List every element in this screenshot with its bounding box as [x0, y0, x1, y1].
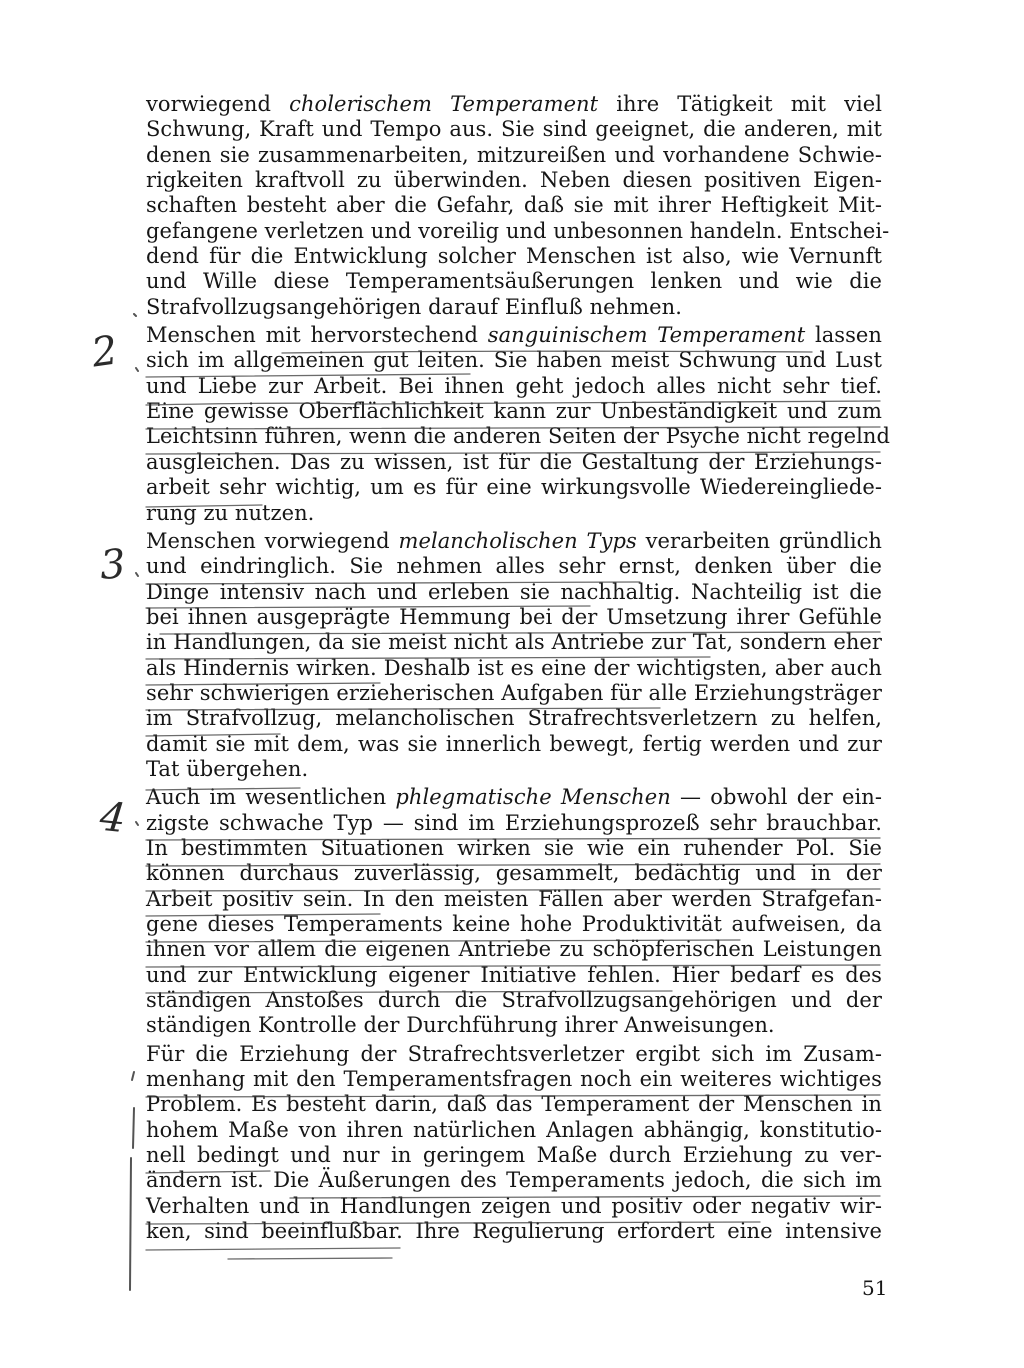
text-line: menhang mit den Temperamentsfragen noch ein weiteres wichtiges: [146, 1067, 882, 1092]
text-line: ihnen vor allem die eigenen Antriebe zu schöpferischen Leistungen: [146, 937, 882, 962]
handwritten-mark-3: 3: [98, 541, 128, 589]
paragraph-p5: [146, 1042, 882, 1245]
margin-stroke: [133, 1108, 134, 1148]
margin-dot: [136, 368, 138, 371]
paragraph-p1: [146, 92, 890, 320]
text-line: schaften besteht aber die Gefahr, daß sie mit ihrer Heftigkeit Mit-: [146, 193, 882, 218]
text-line: Für die Erziehung der Strafrechtsverletzer ergibt sich im Zusam-: [146, 1041, 882, 1066]
paragraph-p2: [146, 323, 890, 526]
margin-stroke: [132, 1072, 134, 1080]
margin-stroke: [130, 1158, 131, 1290]
text-line: und Liebe zur Arbeit. Bei ihnen geht jedoch alles nicht sehr tief.: [146, 373, 882, 398]
text-line: Tat übergehen.: [146, 756, 309, 781]
text-line: In bestimmten Situationen wirken sie wie ein ruhender Pol. Sie: [146, 835, 882, 860]
paragraph-p3: [146, 529, 882, 782]
text-line: können durchaus zuverlässig, gesammelt, bedächtig und in der: [146, 861, 882, 886]
text-line: zigste schwache Typ — sind im Erziehungsprozeß sehr brauchbar.: [146, 810, 882, 835]
text-line: gefangene verletzen und voreilig und unbesonnen handeln. Entschei-: [146, 218, 890, 243]
text-line: Problem. Es besteht darin, daß das Temperament der Menschen in: [146, 1092, 882, 1117]
text-line: Auch im wesentlichen phlegmatische Menschen — obwohl der ein-: [146, 785, 882, 810]
text-line: Eine gewisse Oberflächlichkeit kann zur Unbeständigkeit und zum: [146, 399, 882, 424]
text-line: sehr schwierigen erzieherischen Aufgaben für alle Erziehungsträger: [146, 680, 882, 705]
text-line: und Wille diese Temperamentsäußerungen lenken und wie die: [146, 269, 882, 294]
text-line: und zur Entwicklung eigener Initiative fehlen. Hier bedarf es des: [146, 962, 882, 987]
text-line: vorwiegend cholerischem Temperament ihre Tätigkeit mit viel: [146, 92, 882, 116]
italic-term: cholerischem Temperament: [289, 92, 599, 116]
page-number: 51: [862, 1276, 888, 1300]
text-line: gene dieses Temperaments keine hohe Produktivität aufweisen, da: [146, 912, 882, 936]
italic-term: sanguinischem Temperament: [487, 323, 806, 348]
body-text: [146, 92, 890, 1244]
pencil-underline: [146, 1248, 400, 1250]
text-line: im Strafvollzug, melancholischen Strafrechtsverletzern zu helfen,: [146, 706, 882, 731]
text-line: sich im allgemeinen gut leiten. Sie haben meist Schwung und Lust: [146, 348, 882, 373]
text-line: nell bedingt und nur in geringem Maße durch Erziehung zu ver-: [146, 1143, 882, 1168]
text-line: Menschen mit hervorstechend sanguinischem Temperament lassen: [146, 323, 882, 348]
text-line: in Handlungen, da sie meist nicht als Antriebe zur Tat, sondern eher: [146, 630, 882, 655]
text-line: Schwung, Kraft und Tempo aus. Sie sind geeignet, die anderen, mit: [146, 117, 882, 142]
text-line: dend für die Entwicklung solcher Menschen ist also, wie Vernunft: [146, 244, 882, 269]
text-line: als Hindernis wirken. Deshalb ist es eine der wichtigsten, aber auch: [146, 655, 882, 680]
italic-term: phlegmatische Menschen: [395, 785, 671, 810]
text-line: arbeit sehr wichtig, um es für eine wirkungsvolle Wiedereingliede-: [146, 475, 882, 500]
text-line: damit sie mit dem, was sie innerlich bewegt, fertig werden und zur: [146, 731, 882, 756]
italic-term: melancholischen Typs: [398, 528, 637, 553]
text-line: Arbeit positiv sein. In den meisten Fällen aber werden Strafgefan-: [146, 886, 882, 911]
text-line: ständigen Kontrolle der Durchführung ihrer Anweisungen.: [146, 1013, 775, 1038]
text-line: Strafvollzugsangehörigen darauf Einfluß nehmen.: [146, 294, 682, 319]
text-line: Verhalten und in Handlungen zeigen und positiv oder negativ wir-: [146, 1193, 882, 1218]
text-line: und eindringlich. Sie nehmen alles sehr ernst, denken über die: [146, 554, 882, 579]
text-line: Leichtsinn führen, wenn die anderen Seiten der Psyche nicht regelnd: [146, 424, 890, 449]
text-line: rigkeiten kraftvoll zu überwinden. Neben diesen positiven Eigen-: [146, 168, 882, 193]
handwritten-mark-4: 4: [97, 793, 128, 843]
handwritten-mark-2: 2: [88, 327, 121, 377]
margin-dot: [136, 822, 138, 825]
text-line: hohem Maße von ihren natürlichen Anlagen abhängig, konstitutio-: [146, 1117, 882, 1142]
text-line: ken, sind beeinflußbar. Ihre Regulierung erfordert eine intensive: [146, 1219, 882, 1244]
text-line: Dinge intensiv nach und erleben sie nachhaltig. Nachteilig ist die: [146, 579, 882, 604]
text-line: bei ihnen ausgeprägte Hemmung bei der Umsetzung ihrer Gefühle: [146, 604, 882, 629]
text-line: rung zu nutzen.: [146, 500, 315, 525]
margin-dot: [134, 314, 136, 316]
text-line: Menschen vorwiegend melancholischen Typs verarbeiten gründlich: [146, 528, 883, 553]
paragraph-p4: [146, 785, 882, 1038]
pencil-underline: [228, 1258, 392, 1259]
text-line: ändern ist. Die Äußerungen des Temperaments jedoch, die sich im: [146, 1168, 882, 1193]
margin-dot: [136, 573, 138, 576]
text-line: denen sie zusammenarbeiten, mitzureißen und vorhandene Schwie-: [146, 142, 882, 167]
text-line: ständigen Anstoßes durch die Strafvollzugsangehörigen und der: [146, 988, 882, 1013]
text-line: ausgleichen. Das zu wissen, ist für die Gestaltung der Erziehungs-: [146, 449, 882, 474]
